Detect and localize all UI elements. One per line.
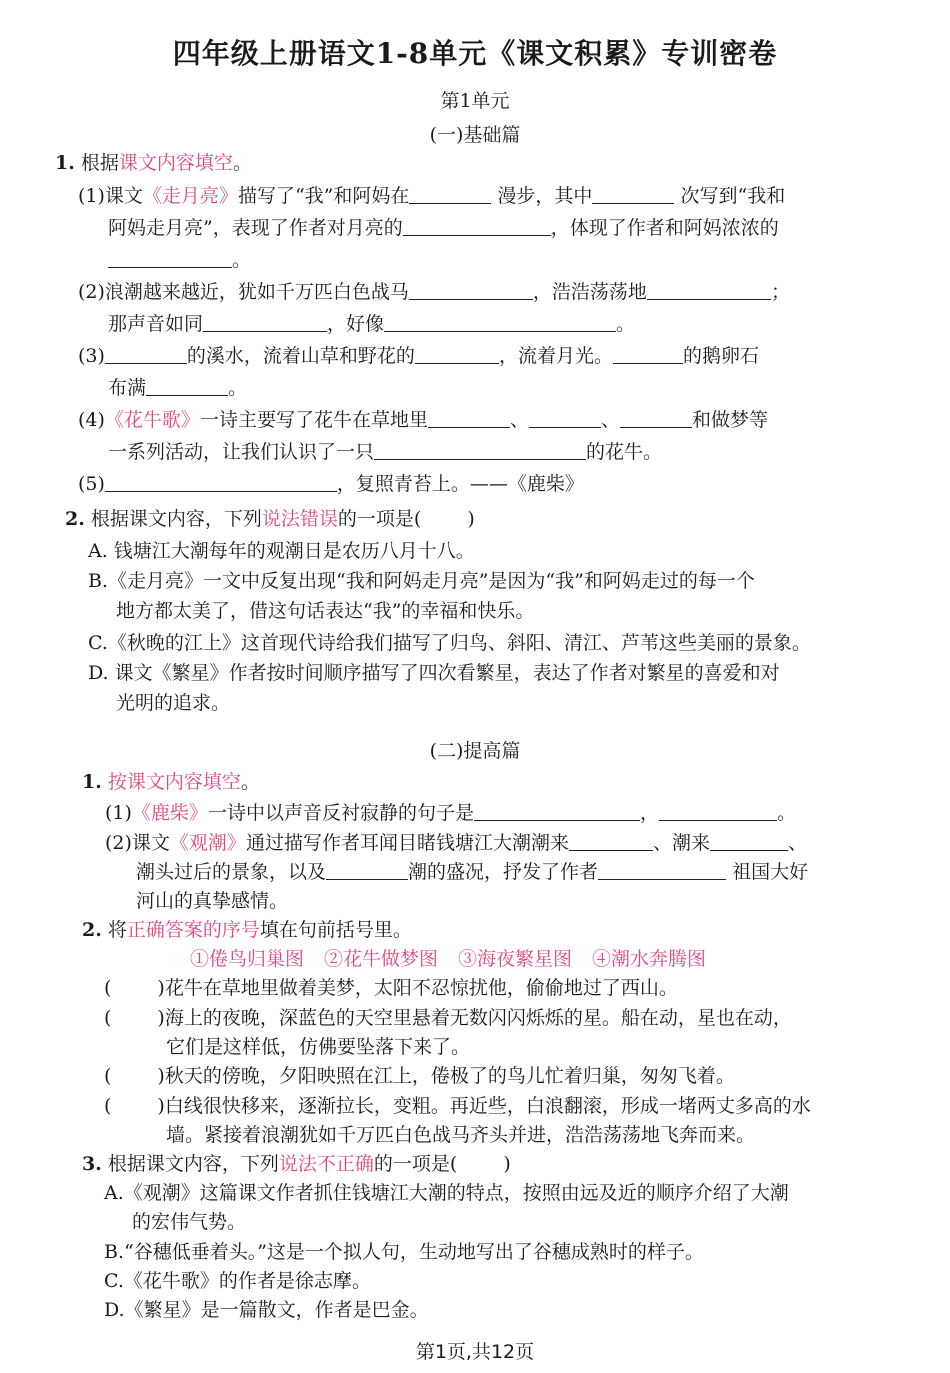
q1-3-line2: 布满 。 — [108, 377, 248, 399]
option-b-line1: B.《走月亮》一文中反复出现“我和阿妈走月亮”是因为“我”和阿妈走过的每一个 — [88, 570, 755, 592]
answer-blank[interactable] — [374, 442, 586, 460]
q1-3-line1: (3) 的溪水，流着山草和野花的 ，流着月光。 的鹅卵石 — [78, 345, 759, 367]
answer-blank[interactable] — [403, 218, 551, 236]
adv-option-c: C.《花牛歌》的作者是徐志摩。 — [104, 1270, 371, 1292]
answer-blank[interactable] — [415, 346, 499, 364]
q1-2-line1: (2)浪潮越来越近，犹如千万匹白色战马 ，浩浩荡荡地 ； — [78, 281, 790, 303]
adv-q1-2-line1: (2)课文《观潮》通过描写作者耳闻目睹钱塘江大潮潮来 、潮来 、 — [105, 832, 807, 854]
q1-1-line2: 阿妈走月亮”，表现了作者对月亮的 ，体现了作者和阿妈浓浓的 — [108, 217, 779, 239]
answer-blank[interactable] — [409, 186, 491, 204]
adv-option-d: D.《繁星》是一篇散文，作者是巴金。 — [104, 1299, 429, 1321]
match-item-3: ( )秋天的傍晚，夕阳映照在江上，倦极了的鸟儿忙着归巢，匆匆飞着。 — [104, 1065, 735, 1087]
q1-1-line1: (1)课文《走月亮》描写了“我”和阿妈在 漫步，其中 次写到“我和 — [78, 185, 786, 207]
answer-blank[interactable] — [710, 833, 788, 851]
answer-blank[interactable] — [529, 410, 601, 428]
match-item-1: ( )花牛在草地里做着美梦，太阳不忍惊扰他，偷偷地过了西山。 — [104, 977, 678, 999]
answer-blank[interactable] — [474, 803, 640, 821]
adv-option-b: B.“谷穗低垂着头。”这是一个拟人句，生动地写出了谷穗成熟时的样子。 — [104, 1241, 704, 1263]
adv-q1-1-line: (1)《鹿柴》一诗中以声音反衬寂静的句子是 ， 。 — [105, 802, 796, 824]
question-1-stem: 1. 根据课文内容填空。 — [55, 152, 252, 174]
adv-q1-2-line2: 潮头过后的景象，以及 潮的盛况，抒发了作者 祖国大好 — [136, 861, 809, 883]
section-advanced-heading: (二)提高篇 — [429, 740, 521, 762]
answer-blank[interactable] — [146, 378, 228, 396]
answer-blank[interactable] — [108, 250, 232, 268]
answer-blank[interactable] — [620, 410, 692, 428]
answer-blank[interactable] — [428, 410, 510, 428]
answer-blank[interactable] — [105, 346, 187, 364]
option-b-line2: 地方都太美了，借这句话表达“我”的幸福和快乐。 — [116, 600, 535, 622]
match-item-2-cont: 它们是这样低，仿佛要坠落下来了。 — [166, 1036, 471, 1058]
adv-option-a-line1: A.《观潮》这篇课文作者抓住钱塘江大潮的特点，按照由远及近的顺序介绍了大潮 — [104, 1182, 789, 1204]
answer-blank[interactable] — [659, 803, 777, 821]
adv-option-a-line2: 的宏伟气势。 — [132, 1211, 247, 1233]
option-d-line2: 光明的追求。 — [116, 692, 231, 714]
q1-1-line3: 。 — [108, 250, 251, 270]
q1-2-line2: 那声音如同 ，好像 。 — [108, 313, 636, 335]
advanced-question-3-stem: 3. 根据课文内容，下列说法不正确的一项是( ) — [82, 1153, 511, 1175]
answer-blank[interactable] — [326, 862, 408, 880]
answer-blank[interactable] — [592, 186, 674, 204]
answer-blank[interactable] — [569, 833, 653, 851]
answer-blank[interactable] — [647, 282, 771, 300]
match-item-4: ( )白线很快移来，逐渐拉长，变粗。再近些，白浪翻滚，形成一堵两丈多高的水 — [104, 1095, 811, 1117]
match-item-4-cont: 墙。紧接着浪潮犹如千万匹白色战马齐头并进，浩浩荡荡地飞奔而来。 — [166, 1124, 756, 1146]
answer-blank[interactable] — [409, 282, 533, 300]
answer-blank[interactable] — [613, 346, 683, 364]
page-title: 四年级上册语文1-8单元《课文积累》专训密卷 — [172, 37, 778, 70]
advanced-question-1-stem: 1. 按课文内容填空。 — [82, 771, 260, 793]
answer-blank[interactable] — [598, 862, 726, 880]
answer-blank[interactable] — [203, 314, 327, 332]
answer-blank[interactable] — [105, 474, 337, 492]
advanced-question-2-stem: 2. 将正确答案的序号填在句前括号里。 — [82, 919, 412, 941]
section-basic-heading: (一)基础篇 — [429, 124, 521, 146]
option-d-line1: D. 课文《繁星》作者按时间顺序描写了四次看繁星，表达了作者对繁星的喜爱和对 — [88, 662, 780, 684]
page-footer: 第1页,共12页 — [415, 1341, 535, 1363]
option-c: C.《秋晚的江上》这首现代诗给我们描写了归鸟、斜阳、清江、芦苇这些美丽的景象。 — [88, 632, 811, 654]
q1-5-line: (5) ，复照青苔上。——《鹿柴》 — [78, 473, 584, 495]
adv-q1-2-line3: 河山的真挚感情。 — [136, 890, 289, 912]
q1-4-line1: (4)《花牛歌》一诗主要写了花牛在草地里 、 、 和做梦等 — [78, 409, 768, 431]
picture-options: ①倦鸟归巢图 ②花牛做梦图 ③海夜繁星图 ④潮水奔腾图 — [190, 948, 707, 970]
unit-heading: 第1单元 — [440, 90, 510, 112]
option-a: A. 钱塘江大潮每年的观潮日是农历八月十八。 — [88, 540, 475, 562]
question-2-stem: 2. 根据课文内容，下列说法错误的一项是( ) — [65, 508, 475, 530]
match-item-2: ( )海上的夜晚，深蓝色的天空里悬着无数闪闪烁烁的星。船在动，星也在动， — [104, 1007, 792, 1029]
answer-blank[interactable] — [384, 314, 616, 332]
q1-4-line2: 一系列活动，让我们认识了一只 的花牛。 — [108, 441, 663, 463]
